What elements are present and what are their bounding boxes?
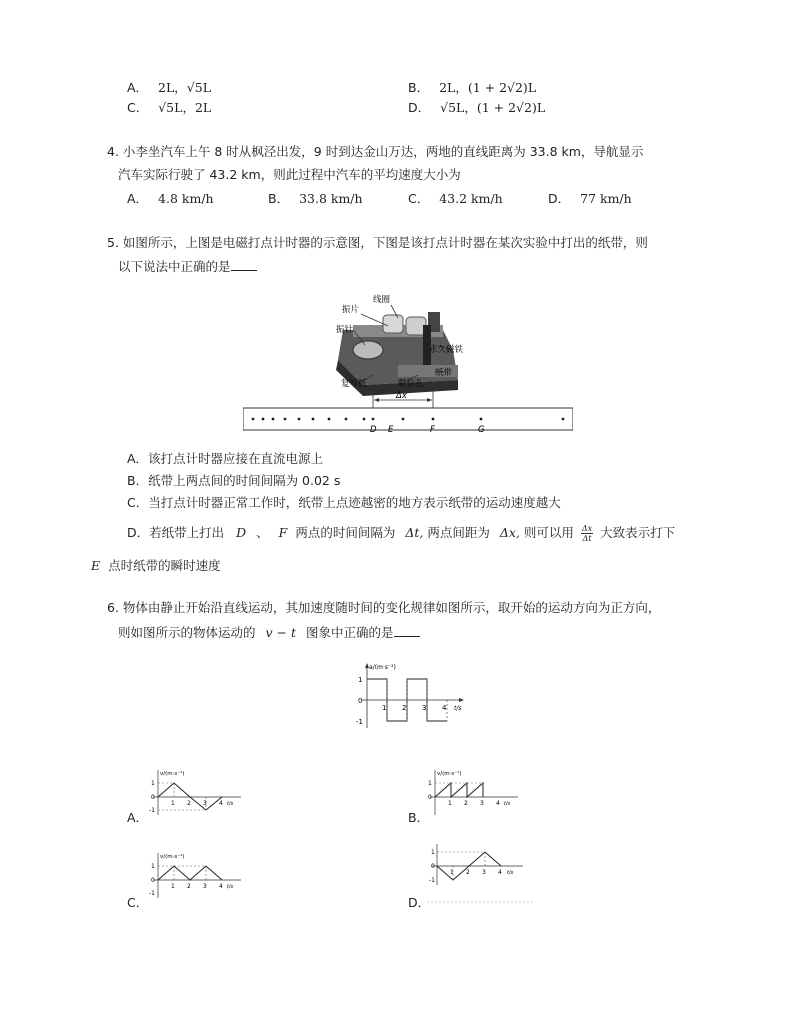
opt-d-t3: 3 (482, 869, 486, 876)
opt-d-y1: 1 (431, 849, 435, 856)
q3-option-b[interactable] (408, 78, 536, 96)
a-t-t2: 2 (402, 704, 407, 712)
q6-stem-line2 (118, 623, 420, 641)
opt-c-t4: 4 (219, 883, 223, 890)
label-vibrating-plate: 振片 (342, 305, 360, 315)
a-t-t1: 1 (382, 704, 387, 712)
q4-option-b-text: 33.8 km/h (299, 191, 363, 206)
q4-option-a-text: 4.8 km/h (158, 191, 214, 206)
q5-option-c[interactable]: C．当打点计时器正常工作时，纸带上点迹越密的地方表示纸带的运动速度越大 (127, 495, 561, 510)
paper-tape (243, 408, 573, 430)
opt-c-yn1: -1 (149, 890, 155, 897)
q5-option-d-line2-text: 点时纸带的瞬时速度 (108, 558, 221, 573)
q6-option-b-graph[interactable] (423, 765, 528, 817)
opt-c-ts: t/s (227, 884, 234, 890)
opt-c-t3: 3 (203, 883, 207, 890)
opt-c-y0: 0 (151, 877, 155, 884)
q4-option-d-letter: D． (548, 191, 571, 206)
a-t-t4: 4 (442, 704, 447, 712)
opt-c-t2: 2 (187, 883, 191, 890)
a-t-ylabel: a/(m·s⁻²) (369, 664, 396, 671)
q6-option-d-graph[interactable] (423, 840, 538, 904)
opt-a-y1: 1 (151, 780, 155, 787)
opt-c-y1: 1 (151, 863, 155, 870)
q6-option-d-letter[interactable]: D． (408, 895, 431, 910)
q5-option-d-dt: Δt, (405, 525, 424, 540)
opt-b-t2: 2 (464, 800, 468, 807)
q4-stem-line2: 汽车实际行驶了 43.2 km，则此过程中汽车的平均速度大小为 (118, 167, 461, 182)
label-needle: 振针 (336, 325, 354, 335)
q5-stem-line2 (118, 257, 257, 275)
q4-option-a[interactable] (127, 189, 214, 207)
q3-option-c-letter: C． (127, 100, 149, 115)
q5-option-d-part4: 则可以用 (523, 525, 574, 540)
q4-option-c[interactable] (408, 189, 503, 207)
q6-stem-line2-part2: 图象中正确的是 (306, 625, 394, 640)
label-delta-x: Δx (396, 391, 407, 401)
label-point-D: D (370, 425, 377, 435)
label-point-E: E (388, 425, 394, 435)
q4-option-d-text: 77 km/h (580, 191, 632, 206)
fraction-denominator: Δt (582, 534, 592, 543)
q6-option-c-graph[interactable] (143, 848, 248, 900)
q5-stem-line2-text: 以下说法中正确的是 (118, 259, 231, 274)
q3-option-d-text: √5L，(1 + 2√2)L (440, 100, 546, 115)
q5-option-b[interactable]: B．纸带上两点间的时间间隔为 0.02 s (127, 473, 341, 488)
q3-option-a[interactable] (127, 78, 211, 96)
answer-blank[interactable] (231, 259, 257, 271)
opt-b-t3: 3 (480, 800, 484, 807)
q5-option-d-fraction (581, 524, 593, 543)
label-point-G: G (478, 425, 485, 435)
opt-d-y0: 0 (431, 863, 435, 870)
q4-option-b[interactable] (268, 189, 363, 207)
q5-option-d-line2 (91, 556, 221, 574)
q6-vt: v − t (265, 625, 297, 640)
q3-option-c[interactable] (127, 98, 211, 116)
q5-option-d-part1: D．若纸带上打出 (127, 525, 225, 540)
label-limit-hole: 限位孔 (398, 379, 424, 389)
a-t-graph (350, 660, 470, 732)
opt-b-t4: 4 (496, 800, 500, 807)
q6-option-b-letter[interactable]: B． (408, 810, 430, 825)
opt-c-ylabel: v/(m·s⁻¹) (160, 854, 185, 860)
label-point-F: F (430, 425, 435, 435)
q5-option-d-part3: 两点间距为 (427, 525, 490, 540)
opt-a-ylabel: v/(m·s⁻¹) (160, 771, 185, 777)
opt-d-ts: t/s (507, 870, 514, 876)
q3-option-b-letter: B． (408, 80, 430, 95)
q5-stem-line1: 5. 如图所示，上图是电磁打点计时器的示意图，下图是该打点计时器在某次实验中打出的纸带，则 (107, 235, 648, 250)
label-magnet: 永久磁铁 (429, 345, 464, 355)
opt-b-t1: 1 (448, 800, 452, 807)
q4-option-c-text: 43.2 km/h (439, 191, 503, 206)
fraction-numerator: Δx (581, 524, 593, 533)
answer-blank[interactable] (394, 625, 420, 637)
q6-option-a-graph[interactable] (143, 765, 248, 817)
label-paper-tape: 纸带 (435, 368, 453, 378)
opt-c-t1: 1 (171, 883, 175, 890)
a-t-xlabel: t/s (454, 705, 462, 712)
opt-a-t1: 1 (171, 800, 175, 807)
opt-a-t4: 4 (219, 800, 223, 807)
q5-option-d-F: F (278, 525, 288, 540)
q4-option-b-letter: B． (268, 191, 290, 206)
q4-option-c-letter: C． (408, 191, 430, 206)
opt-a-y0: 0 (151, 794, 155, 801)
opt-b-ylabel: v/(m·s⁻¹) (437, 771, 462, 777)
q3-option-a-text: 2L，√5L (158, 80, 212, 95)
q5-option-d-dx: Δx, (499, 525, 520, 540)
q5-option-d-sep: 、 (256, 525, 269, 540)
q3-option-c-text: √5L，2L (158, 100, 212, 115)
a-t-yneg1: -1 (356, 718, 363, 726)
opt-d-t2: 2 (466, 869, 470, 876)
q5-option-d-part2: 两点的时间间隔为 (295, 525, 396, 540)
opt-a-yn1: -1 (149, 807, 155, 814)
q4-stem-line1: 4. 小李坐汽车上午 8 时从枫泾出发，9 时到达金山万达，两地的直线距离为 33.8 km，导航显示 (107, 144, 644, 159)
opt-a-ts: t/s (227, 801, 234, 807)
q6-stem-line1: 6. 物体由静止开始沿直线运动，其加速度随时间的变化规律如图所示，取开始的运动方向为正方向， (107, 600, 661, 615)
opt-b-ts: t/s (504, 801, 511, 807)
opt-d-t1: 1 (450, 869, 454, 876)
q4-option-a-letter: A． (127, 191, 149, 206)
q4-option-d[interactable] (548, 189, 632, 207)
a-t-y0: 0 (358, 697, 363, 705)
label-carbon-paper: 复写纸 (341, 379, 367, 389)
label-coil: 线圈 (373, 295, 391, 305)
opt-b-y1: 1 (428, 780, 432, 787)
q6-option-c-letter[interactable]: C． (127, 895, 149, 910)
q5-option-a[interactable]: A．该打点计时器应接在直流电源上 (127, 451, 324, 466)
a-t-t3: 3 (422, 704, 427, 712)
q3-option-a-letter: A． (127, 80, 149, 95)
q5-option-d-D: D (236, 525, 247, 540)
q3-option-d-letter: D． (408, 100, 431, 115)
a-t-y1: 1 (358, 676, 363, 684)
q5-option-d-part5: 大致表示打下 (600, 525, 676, 540)
q6-option-a-letter[interactable]: A． (127, 810, 149, 825)
opt-d-t4: 4 (498, 869, 502, 876)
q5-option-d[interactable] (127, 523, 675, 543)
opt-d-yn1: -1 (429, 877, 435, 884)
q3-option-b-text: 2L，(1 + 2√2)L (439, 80, 537, 95)
opt-b-y0: 0 (428, 794, 432, 801)
q6-stem-line2-part1: 则如图所示的物体运动的 (118, 625, 256, 640)
ticker-timer-figure (243, 290, 573, 440)
opt-a-t3: 3 (203, 800, 207, 807)
q5-option-d-E: E (91, 558, 101, 573)
opt-a-t2: 2 (187, 800, 191, 807)
q3-option-d[interactable] (408, 98, 545, 116)
